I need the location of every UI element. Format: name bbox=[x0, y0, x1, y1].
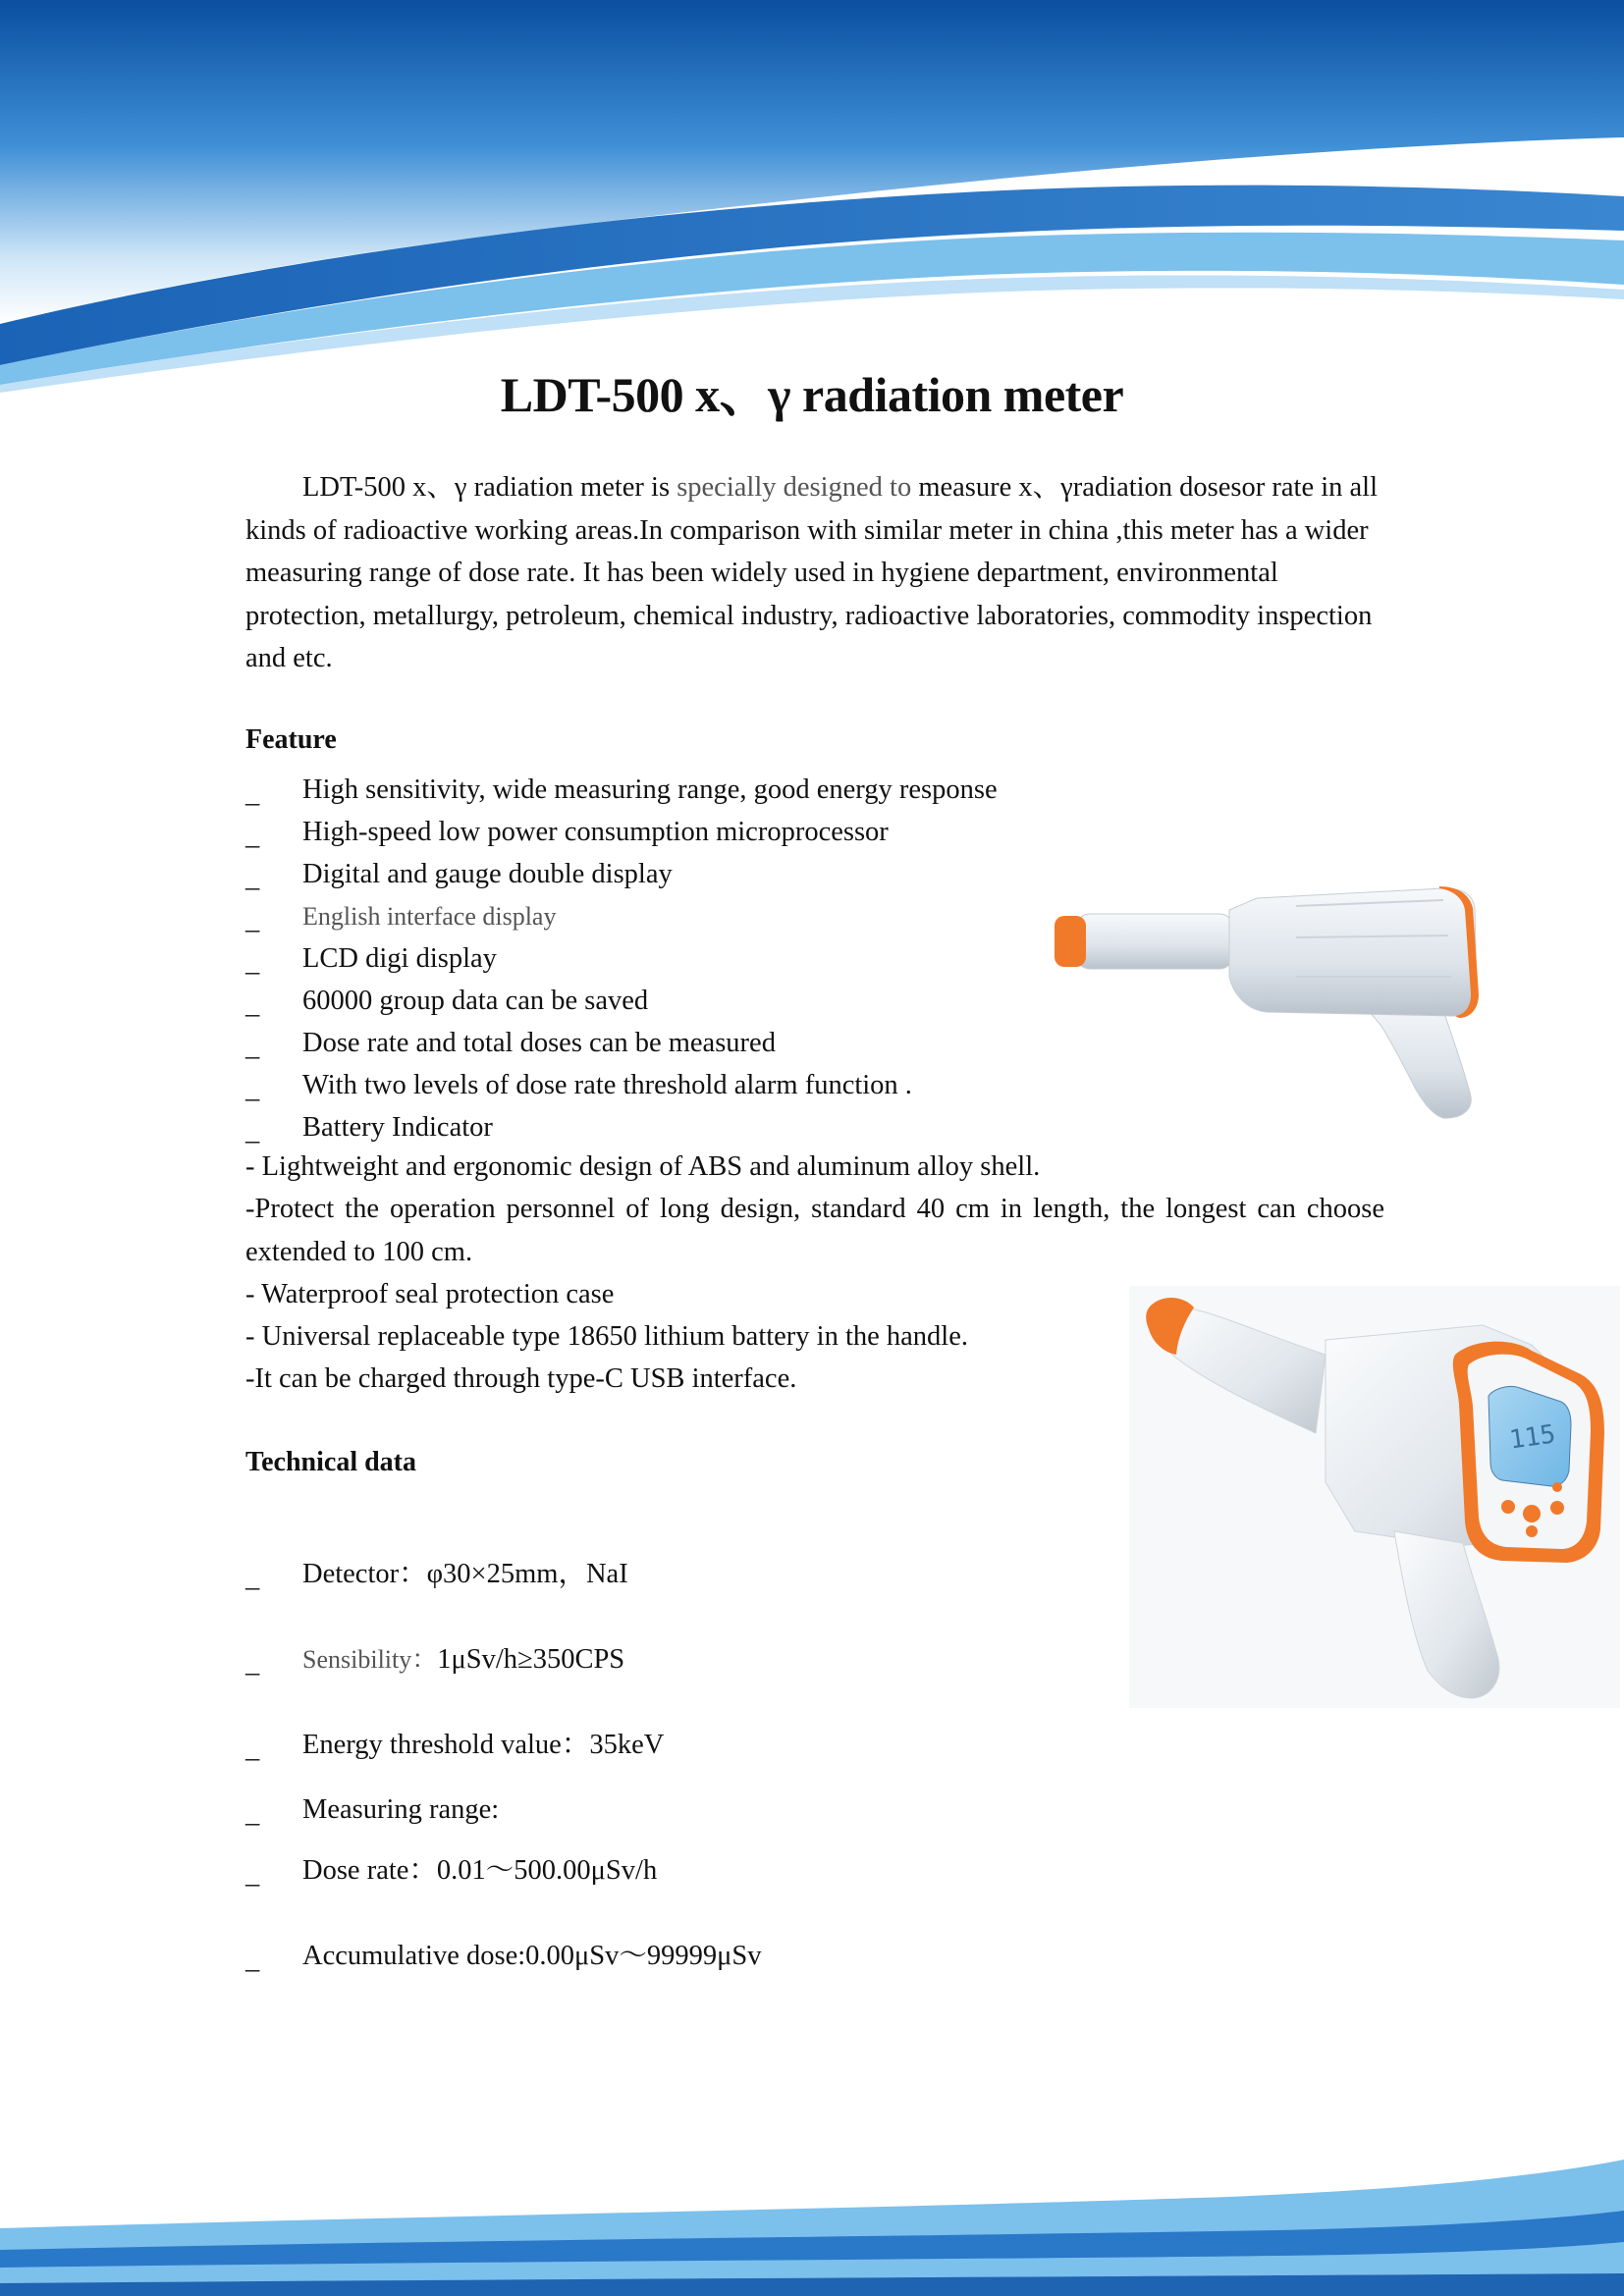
feature-item-text: Dose rate and total doses can be measured bbox=[302, 1028, 776, 1058]
feature-item-text: With two levels of dose rate threshold alarm function . bbox=[302, 1070, 912, 1100]
device-display-reading: 115 bbox=[1507, 1419, 1558, 1456]
bullet: _ bbox=[245, 778, 260, 809]
feature-item-text: High sensitivity, wide measuring range, good energy response bbox=[302, 774, 998, 805]
feature-heading: Feature bbox=[245, 724, 337, 755]
bullet: _ bbox=[245, 821, 260, 851]
intro-paragraph bbox=[245, 466, 1380, 680]
top-banner bbox=[0, 0, 1624, 412]
bullet: _ bbox=[245, 1945, 260, 1975]
bullet: _ bbox=[245, 863, 260, 893]
device-front-view-image bbox=[1129, 1286, 1620, 1708]
feature-extra-line: - Lightweight and ergonomic design of ABS and aluminum alloy shell. bbox=[245, 1151, 1041, 1182]
feature-extra-line: -Protect the operation personnel of long design, standard 40 cm in length, the longest can choose extended to 100 cm. bbox=[245, 1194, 1384, 1267]
technical-item-text: Detector：φ30×25mm，NaI bbox=[302, 1559, 628, 1589]
bottom-banner bbox=[0, 2140, 1624, 2296]
bullet: _ bbox=[245, 1032, 260, 1062]
device-side-view-image bbox=[1051, 879, 1502, 1124]
feature-item-text: Digital and gauge double display bbox=[302, 859, 673, 889]
bullet: _ bbox=[245, 1074, 260, 1104]
intro-text-1: LDT-500 x、γ radiation meter is bbox=[302, 472, 677, 503]
bullet: _ bbox=[245, 989, 260, 1020]
technical-heading: Technical data bbox=[245, 1447, 416, 1477]
feature-extra-line: -It can be charged through type-C USB interface. bbox=[245, 1363, 797, 1394]
feature-item-text: 60000 group data can be saved bbox=[302, 986, 649, 1016]
technical-item-text: Measuring range: bbox=[302, 1794, 500, 1825]
bullet: _ bbox=[245, 1116, 260, 1147]
technical-item-text bbox=[302, 1638, 624, 1681]
bullet: _ bbox=[245, 1859, 260, 1890]
feature-extra-line: - Universal replaceable type 18650 lithium battery in the handle. bbox=[245, 1321, 969, 1352]
bullet: _ bbox=[245, 1734, 260, 1764]
technical-item-text: Energy threshold value：35keV bbox=[302, 1730, 665, 1760]
sensibility-value: 1μSv/h≥350CPS bbox=[437, 1644, 625, 1675]
feature-item-text: English interface display bbox=[302, 902, 557, 931]
feature-item-text: High-speed low power consumption microprocessor bbox=[302, 817, 889, 847]
technical-item-text: Dose rate：0.01～500.00μSv/h bbox=[302, 1855, 658, 1886]
page-title: LDT-500 x、γ radiation meter bbox=[500, 367, 1124, 422]
intro-text-3: measure x、γradiation dosesor rate in all kinds of radioactive working areas.In comparison with similar meter in china ,this meter has a wider measuring range of dose rate. It has been widely used in hygiene department, environmental protection, metallurgy, petroleum, chemical industry, radioactive laboratories, commodity inspection and etc. bbox=[245, 472, 1378, 673]
sensibility-label: Sensibility： bbox=[302, 1645, 438, 1674]
feature-extra-line: - Waterproof seal protection case bbox=[245, 1279, 615, 1309]
intro-text-2: specially designed to bbox=[677, 472, 912, 503]
bullet: _ bbox=[245, 1563, 260, 1593]
bullet: _ bbox=[245, 905, 260, 935]
bullet: _ bbox=[245, 947, 260, 978]
technical-item-text: Accumulative dose:0.00μSv～99999μSv bbox=[302, 1941, 762, 1971]
bullet: _ bbox=[245, 1648, 260, 1679]
feature-item-text: Battery Indicator bbox=[302, 1112, 493, 1143]
feature-item-text: LCD digi display bbox=[302, 943, 497, 974]
bullet: _ bbox=[245, 1798, 260, 1829]
